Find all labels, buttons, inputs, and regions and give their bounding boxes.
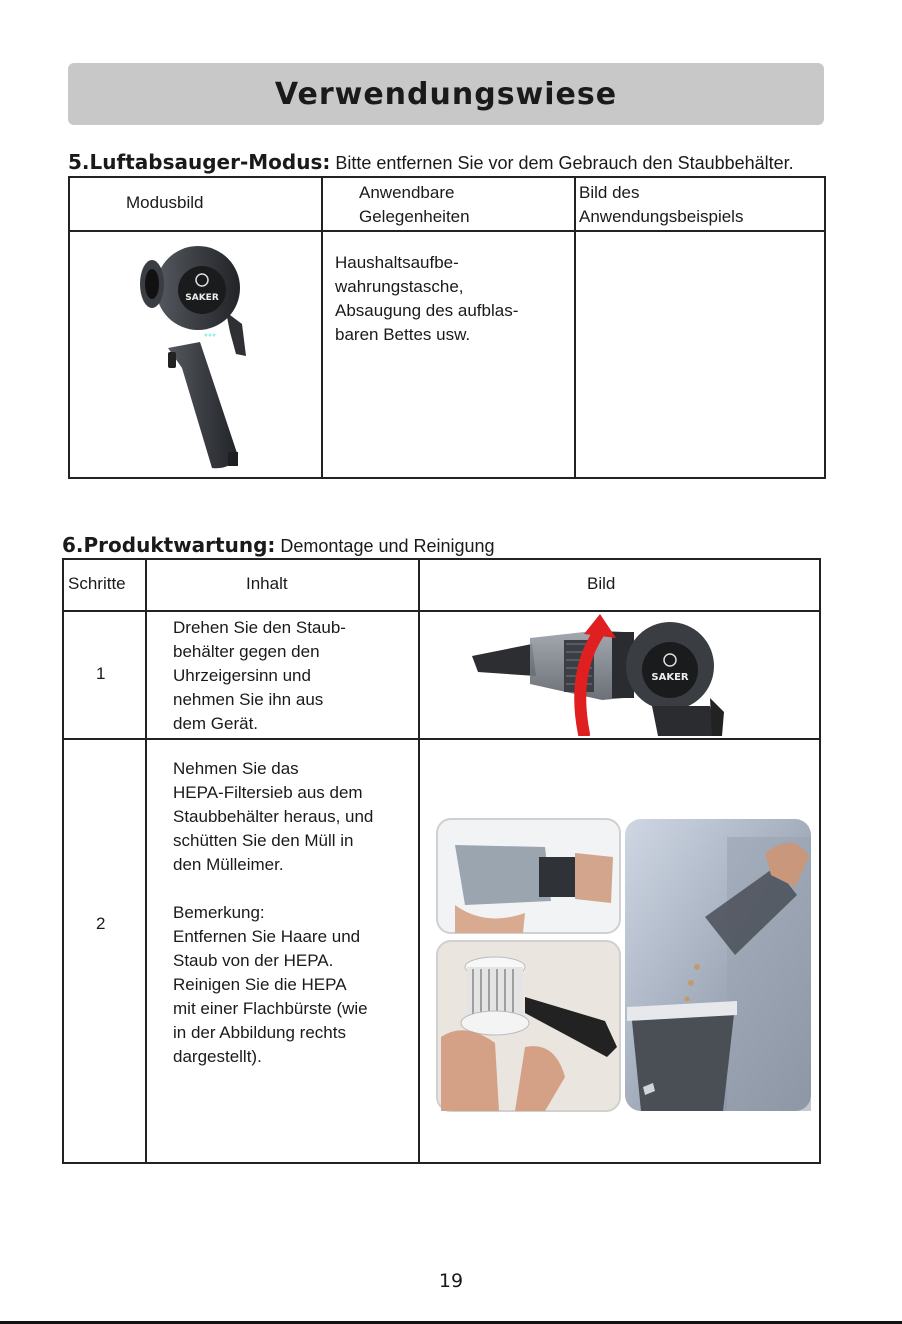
header-occasions-1: Anwendbare bbox=[359, 183, 455, 202]
header-mode-image: Modusbild bbox=[126, 193, 204, 212]
step1-number: 1 bbox=[96, 664, 106, 683]
step2-note-line: Reinigen Sie die HEPA bbox=[173, 975, 347, 994]
step2-note-line: Entfernen Sie Haare und bbox=[173, 927, 361, 946]
header-content: Inhalt bbox=[246, 574, 288, 593]
header-steps: Schritte bbox=[68, 574, 126, 593]
step2-line: HEPA-Filtersieb aus dem bbox=[173, 783, 363, 802]
section6-heading-row bbox=[62, 533, 495, 557]
occasions-text bbox=[335, 251, 518, 347]
step1-remove-container-image bbox=[472, 614, 730, 736]
step2-note-line: mit einer Flachbürste (wie bbox=[173, 999, 368, 1018]
step1-line: Uhrzeigersinn und bbox=[173, 666, 311, 685]
section6-heading: 6.Produktwartung: bbox=[62, 533, 276, 557]
brand-logo: SAKER bbox=[185, 293, 219, 303]
step2-line: schütten Sie den Müll in bbox=[173, 831, 354, 850]
page-number: 19 bbox=[438, 1270, 464, 1292]
section5-heading-row bbox=[68, 150, 794, 174]
header-image: Bild bbox=[587, 574, 616, 593]
section5-note: Bitte entfernen Sie vor dem Gebrauch den Staubbehälter. bbox=[335, 153, 794, 173]
brush-cleaning-photo bbox=[437, 941, 620, 1111]
occasions-line: wahrungstasche, bbox=[335, 277, 464, 296]
step2-note-line: Staub von der HEPA. bbox=[173, 951, 334, 970]
emptying-bin-photo bbox=[625, 819, 811, 1111]
step1-line: Drehen Sie den Staub- bbox=[173, 618, 346, 637]
step2-line: den Mülleimer. bbox=[173, 855, 284, 874]
header-example-1: Bild des bbox=[579, 183, 640, 202]
occasions-line: baren Bettes usw. bbox=[335, 325, 471, 344]
step2-cleaning-images bbox=[435, 817, 815, 1115]
filter-removal-photo bbox=[437, 819, 620, 933]
page-title: Verwendungswiese bbox=[274, 76, 618, 112]
occasions-line: Haushaltsaufbe- bbox=[335, 253, 459, 272]
step1-line: behälter gegen den bbox=[173, 642, 320, 661]
step2-number: 2 bbox=[96, 914, 106, 933]
step1-brand-logo: SAKER bbox=[651, 672, 689, 683]
occasions-line: Absaugung des aufblas- bbox=[335, 301, 519, 320]
step2-note-line: Bemerkung: bbox=[173, 903, 265, 922]
air-pump-device-image bbox=[130, 238, 260, 474]
step2-note-line: dargestellt). bbox=[173, 1047, 262, 1066]
step1-line: nehmen Sie ihn aus bbox=[173, 690, 324, 709]
header-example-2: Anwendungsbeispiels bbox=[579, 207, 744, 226]
step1-line: dem Gerät. bbox=[173, 714, 259, 733]
section6-subtitle: Demontage und Reinigung bbox=[280, 536, 495, 556]
step2-text bbox=[173, 757, 373, 1069]
header-occasions-2: Gelegenheiten bbox=[359, 207, 470, 226]
step2-line: Nehmen Sie das bbox=[173, 759, 299, 778]
section5-heading: 5.Luftabsauger-Modus: bbox=[68, 150, 331, 174]
step2-note-line: in der Abbildung rechts bbox=[173, 1023, 346, 1042]
step2-line: Staubbehälter heraus, und bbox=[173, 807, 374, 826]
page-title-bar bbox=[68, 63, 824, 125]
step1-text bbox=[173, 616, 346, 736]
